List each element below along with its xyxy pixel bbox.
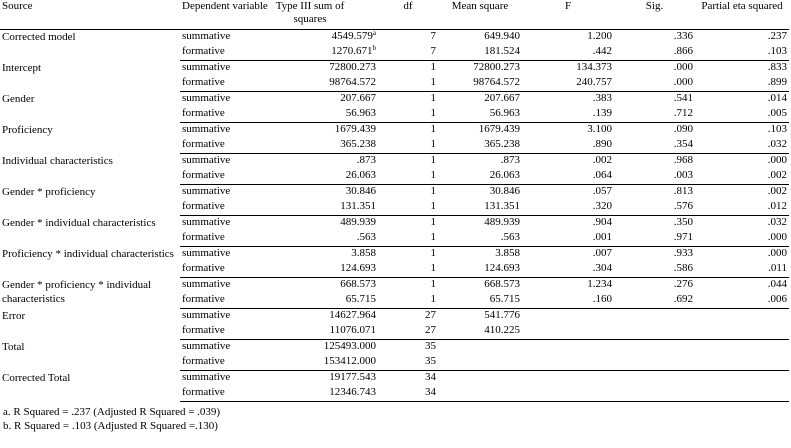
- mean-square-cell: 541.776: [484, 309, 520, 321]
- sum-of-squares-cell: 668.573: [340, 278, 376, 290]
- sum-of-squares-cell: 14627.964: [329, 309, 376, 321]
- df-cell: 1: [378, 293, 438, 309]
- header-sig: Sig.: [614, 0, 695, 30]
- mean-square-cell: [438, 355, 522, 371]
- sig-value-cell: .276: [673, 278, 693, 290]
- df-cell: 1: [430, 154, 436, 166]
- f-value-cell: .064: [522, 169, 614, 185]
- f-value-cell: 240.757: [522, 76, 614, 92]
- dependent-variable-cell: formative: [180, 169, 270, 185]
- mean-square-cell: [438, 340, 522, 356]
- mean-square-cell: 72800.273: [473, 61, 520, 73]
- sig-value-cell: .933: [673, 247, 693, 259]
- f-value-cell: .890: [522, 138, 614, 154]
- partial-eta-squared-cell: .000: [767, 247, 787, 259]
- sig-value-cell: .350: [673, 216, 693, 228]
- partial-eta-squared-cell: .044: [767, 278, 787, 290]
- df-cell: 27: [378, 324, 438, 340]
- dependent-variable-cell: summative: [182, 92, 231, 104]
- f-value-cell: .383: [592, 92, 612, 104]
- sig-value-cell: .712: [614, 107, 695, 123]
- partial-eta-squared-cell: .899: [695, 76, 789, 92]
- f-value-cell: [522, 386, 614, 402]
- partial-eta-squared-cell: .011: [695, 262, 789, 278]
- table-row: [0, 216, 789, 232]
- mean-square-cell: 26.063: [438, 169, 522, 185]
- f-value-cell: 1.234: [587, 278, 612, 290]
- sig-value-cell: [614, 371, 695, 387]
- header-partial-eta-squared: Partial eta squared: [695, 0, 789, 30]
- mean-square-cell: 131.351: [438, 200, 522, 216]
- df-cell: 7: [378, 45, 438, 61]
- df-cell: 34: [425, 371, 436, 383]
- sig-value-cell: [614, 340, 695, 356]
- sig-value-cell: .000: [614, 76, 695, 92]
- sig-value-cell: [614, 324, 695, 340]
- f-value-cell: 134.373: [576, 61, 612, 73]
- mean-square-cell: .563: [438, 231, 522, 247]
- sig-value-cell: .354: [614, 138, 695, 154]
- dependent-variable-cell: summative: [182, 61, 231, 73]
- sig-value-cell: .000: [673, 61, 693, 73]
- table-row: [0, 92, 789, 108]
- source-cell: Intercept: [2, 61, 42, 74]
- dependent-variable-cell: summative: [182, 309, 231, 321]
- sig-value-cell: .576: [614, 200, 695, 216]
- footnote-marker: a: [372, 29, 376, 37]
- sum-of-squares-cell: 365.238: [270, 138, 378, 154]
- sum-of-squares-cell: [270, 30, 378, 46]
- source-cell: Proficiency * individual characteristics: [2, 247, 174, 260]
- source-cell: Gender: [2, 92, 35, 105]
- mean-square-cell: [438, 371, 522, 387]
- sig-value-cell: .866: [614, 45, 695, 61]
- sum-of-squares-cell: 26.063: [270, 169, 378, 185]
- df-cell: 35: [425, 340, 436, 352]
- df-cell: 1: [378, 107, 438, 123]
- source-cell: Gender * proficiency: [2, 185, 96, 198]
- sum-of-squares-cell: 98764.572: [270, 76, 378, 92]
- partial-eta-squared-cell: [695, 324, 789, 340]
- mean-square-cell: 1679.439: [478, 123, 520, 135]
- sum-of-squares-cell: [270, 45, 378, 61]
- sum-of-squares-value: 1270.671: [331, 45, 373, 57]
- dependent-variable-cell: formative: [180, 324, 270, 340]
- f-value-cell: .007: [592, 247, 612, 259]
- partial-eta-squared-cell: .032: [695, 138, 789, 154]
- df-cell: 7: [430, 30, 436, 42]
- partial-eta-squared-cell: .012: [695, 200, 789, 216]
- table-row: [0, 30, 789, 46]
- df-cell: 1: [430, 185, 436, 197]
- f-value-cell: [522, 355, 614, 371]
- header-f: F: [522, 0, 614, 30]
- sum-of-squares-cell: 56.963: [270, 107, 378, 123]
- mean-square-cell: 181.524: [438, 45, 522, 61]
- partial-eta-squared-cell: .833: [767, 61, 787, 73]
- header-row: [0, 0, 789, 30]
- sum-of-squares-cell: 207.667: [340, 92, 376, 104]
- source-cell: Individual characteristics: [2, 154, 113, 167]
- sig-value-cell: .692: [614, 293, 695, 309]
- df-cell: 1: [378, 231, 438, 247]
- sum-of-squares-cell: 11076.071: [270, 324, 378, 340]
- sum-of-squares-cell: .873: [356, 154, 376, 166]
- df-cell: 27: [425, 309, 436, 321]
- mean-square-cell: 410.225: [438, 324, 522, 340]
- df-cell: 1: [430, 92, 436, 104]
- mean-square-cell: 668.573: [484, 278, 520, 290]
- partial-eta-squared-cell: .002: [695, 169, 789, 185]
- f-value-cell: [522, 371, 614, 387]
- table-row: [0, 61, 789, 77]
- f-value-cell: 3.100: [587, 123, 612, 135]
- source-cell: Error: [2, 309, 26, 322]
- f-value-cell: [522, 340, 614, 356]
- df-cell: 1: [430, 123, 436, 135]
- mean-square-cell: 56.963: [438, 107, 522, 123]
- source-cell: Corrected model: [2, 31, 76, 43]
- mean-square-cell: 207.667: [484, 92, 520, 104]
- df-cell: 35: [378, 355, 438, 371]
- partial-eta-squared-cell: [695, 309, 789, 325]
- sum-of-squares-cell: 3.858: [351, 247, 376, 259]
- f-value-cell: .904: [592, 216, 612, 228]
- sig-value-cell: .003: [614, 169, 695, 185]
- source-cell: Corrected Total: [2, 371, 71, 384]
- table-body: [0, 30, 789, 402]
- sum-of-squares-cell: 153412.000: [270, 355, 378, 371]
- mean-square-cell: 489.939: [484, 216, 520, 228]
- footnote-b: b. R Squared = .103 (Adjusted R Squared =.130): [3, 420, 218, 432]
- df-cell: 1: [430, 61, 436, 73]
- f-value-cell: 1.200: [587, 30, 612, 42]
- f-value-cell: .160: [522, 293, 614, 309]
- mean-square-cell: 3.858: [495, 247, 520, 259]
- dependent-variable-cell: summative: [182, 123, 231, 135]
- source-cell: Proficiency: [2, 123, 53, 136]
- dependent-variable-cell: summative: [182, 30, 231, 42]
- table-row: [0, 371, 789, 387]
- sig-value-cell: .971: [614, 231, 695, 247]
- dependent-variable-cell: formative: [180, 231, 270, 247]
- f-value-cell: .442: [522, 45, 614, 61]
- df-cell: 1: [378, 169, 438, 185]
- header-df: df: [378, 0, 438, 30]
- footnote-marker: b: [372, 45, 376, 52]
- sum-of-squares-cell: 12346.743: [270, 386, 378, 402]
- df-cell: 1: [430, 216, 436, 228]
- df-cell: 1: [378, 76, 438, 92]
- sig-value-cell: .336: [673, 30, 693, 42]
- dependent-variable-cell: summative: [182, 247, 231, 259]
- dependent-variable-cell: summative: [182, 371, 231, 383]
- f-value-cell: .304: [522, 262, 614, 278]
- mean-square-cell: 124.693: [438, 262, 522, 278]
- sig-value-cell: .541: [673, 92, 693, 104]
- table-row: [0, 247, 789, 263]
- df-cell: 1: [430, 247, 436, 259]
- sig-value-cell: .813: [673, 185, 693, 197]
- partial-eta-squared-cell: .103: [695, 45, 789, 61]
- partial-eta-squared-cell: .000: [695, 231, 789, 247]
- dependent-variable-cell: summative: [182, 154, 231, 166]
- table-notes: [3, 405, 220, 433]
- f-value-cell: .320: [522, 200, 614, 216]
- table-row: [0, 309, 789, 325]
- df-cell: 1: [378, 200, 438, 216]
- f-value-cell: [522, 324, 614, 340]
- mean-square-cell: 30.846: [489, 185, 520, 197]
- sum-of-squares-cell: 72800.273: [329, 61, 376, 73]
- table-row: [0, 278, 789, 294]
- partial-eta-squared-cell: .006: [695, 293, 789, 309]
- dependent-variable-cell: formative: [180, 386, 270, 402]
- sum-of-squares-cell: 1679.439: [334, 123, 376, 135]
- partial-eta-squared-cell: [695, 340, 789, 356]
- partial-eta-squared-cell: .103: [767, 123, 787, 135]
- sum-of-squares-cell: 124.693: [270, 262, 378, 278]
- dependent-variable-cell: formative: [180, 76, 270, 92]
- dependent-variable-cell: summative: [182, 278, 231, 290]
- partial-eta-squared-cell: [695, 386, 789, 402]
- partial-eta-squared-cell: [695, 371, 789, 387]
- sig-value-cell: [614, 309, 695, 325]
- table-row: [0, 123, 789, 139]
- f-value-cell: .002: [592, 154, 612, 166]
- sum-of-squares-cell: 30.846: [345, 185, 376, 197]
- sig-value-cell: [614, 386, 695, 402]
- dependent-variable-cell: summative: [182, 340, 231, 352]
- source-cell: Total: [2, 340, 25, 353]
- partial-eta-squared-cell: .032: [767, 216, 787, 228]
- sum-of-squares-cell: 489.939: [340, 216, 376, 228]
- partial-eta-squared-cell: .005: [695, 107, 789, 123]
- header-mean-square: Mean square: [438, 0, 522, 30]
- partial-eta-squared-cell: .014: [767, 92, 787, 104]
- df-cell: 1: [378, 138, 438, 154]
- dependent-variable-cell: formative: [180, 355, 270, 371]
- mean-square-cell: [438, 386, 522, 402]
- table-row: [0, 185, 789, 201]
- partial-eta-squared-cell: .002: [767, 185, 787, 197]
- mean-square-cell: 649.940: [484, 30, 520, 42]
- sum-of-squares-cell: 19177.543: [329, 371, 376, 383]
- sum-of-squares-cell: 131.351: [270, 200, 378, 216]
- sig-value-cell: .090: [673, 123, 693, 135]
- mean-square-cell: 65.715: [438, 293, 522, 309]
- df-cell: 1: [430, 278, 436, 290]
- header-source: Source: [0, 0, 180, 30]
- mean-square-cell: 365.238: [438, 138, 522, 154]
- df-cell: 1: [378, 262, 438, 278]
- mean-square-cell: .873: [500, 154, 520, 166]
- sig-value-cell: [614, 355, 695, 371]
- table-row: [0, 340, 789, 356]
- source-cell: Gender * individual characteristics: [2, 216, 156, 229]
- header-dependent-variable: Dependent variable: [180, 0, 270, 30]
- partial-eta-squared-cell: [695, 355, 789, 371]
- dependent-variable-cell: formative: [180, 45, 270, 61]
- dependent-variable-cell: summative: [182, 216, 231, 228]
- dependent-variable-cell: summative: [182, 185, 231, 197]
- dependent-variable-cell: formative: [180, 107, 270, 123]
- header-sum-of-squares: Type III sum of squares: [270, 0, 378, 30]
- mean-square-cell: 98764.572: [438, 76, 522, 92]
- f-value-cell: .057: [592, 185, 612, 197]
- partial-eta-squared-cell: .237: [767, 30, 787, 42]
- sig-value-cell: .968: [673, 154, 693, 166]
- source-cell: Gender * proficiency * individual characteristics: [2, 278, 152, 305]
- dependent-variable-cell: formative: [180, 293, 270, 309]
- sum-of-squares-cell: 65.715: [270, 293, 378, 309]
- f-value-cell: .139: [522, 107, 614, 123]
- df-cell: 34: [378, 386, 438, 402]
- sig-value-cell: .586: [614, 262, 695, 278]
- dependent-variable-cell: formative: [180, 200, 270, 216]
- sum-of-squares-cell: 125493.000: [323, 340, 376, 352]
- dependent-variable-cell: formative: [180, 138, 270, 154]
- f-value-cell: .001: [522, 231, 614, 247]
- sum-of-squares-cell: .563: [270, 231, 378, 247]
- dependent-variable-cell: formative: [180, 262, 270, 278]
- sum-of-squares-value: 4549.579: [331, 30, 373, 42]
- f-value-cell: [522, 309, 614, 325]
- table-row: [0, 154, 789, 170]
- partial-eta-squared-cell: .000: [767, 154, 787, 166]
- footnote-a: a. R Squared = .237 (Adjusted R Squared = .039): [3, 406, 221, 418]
